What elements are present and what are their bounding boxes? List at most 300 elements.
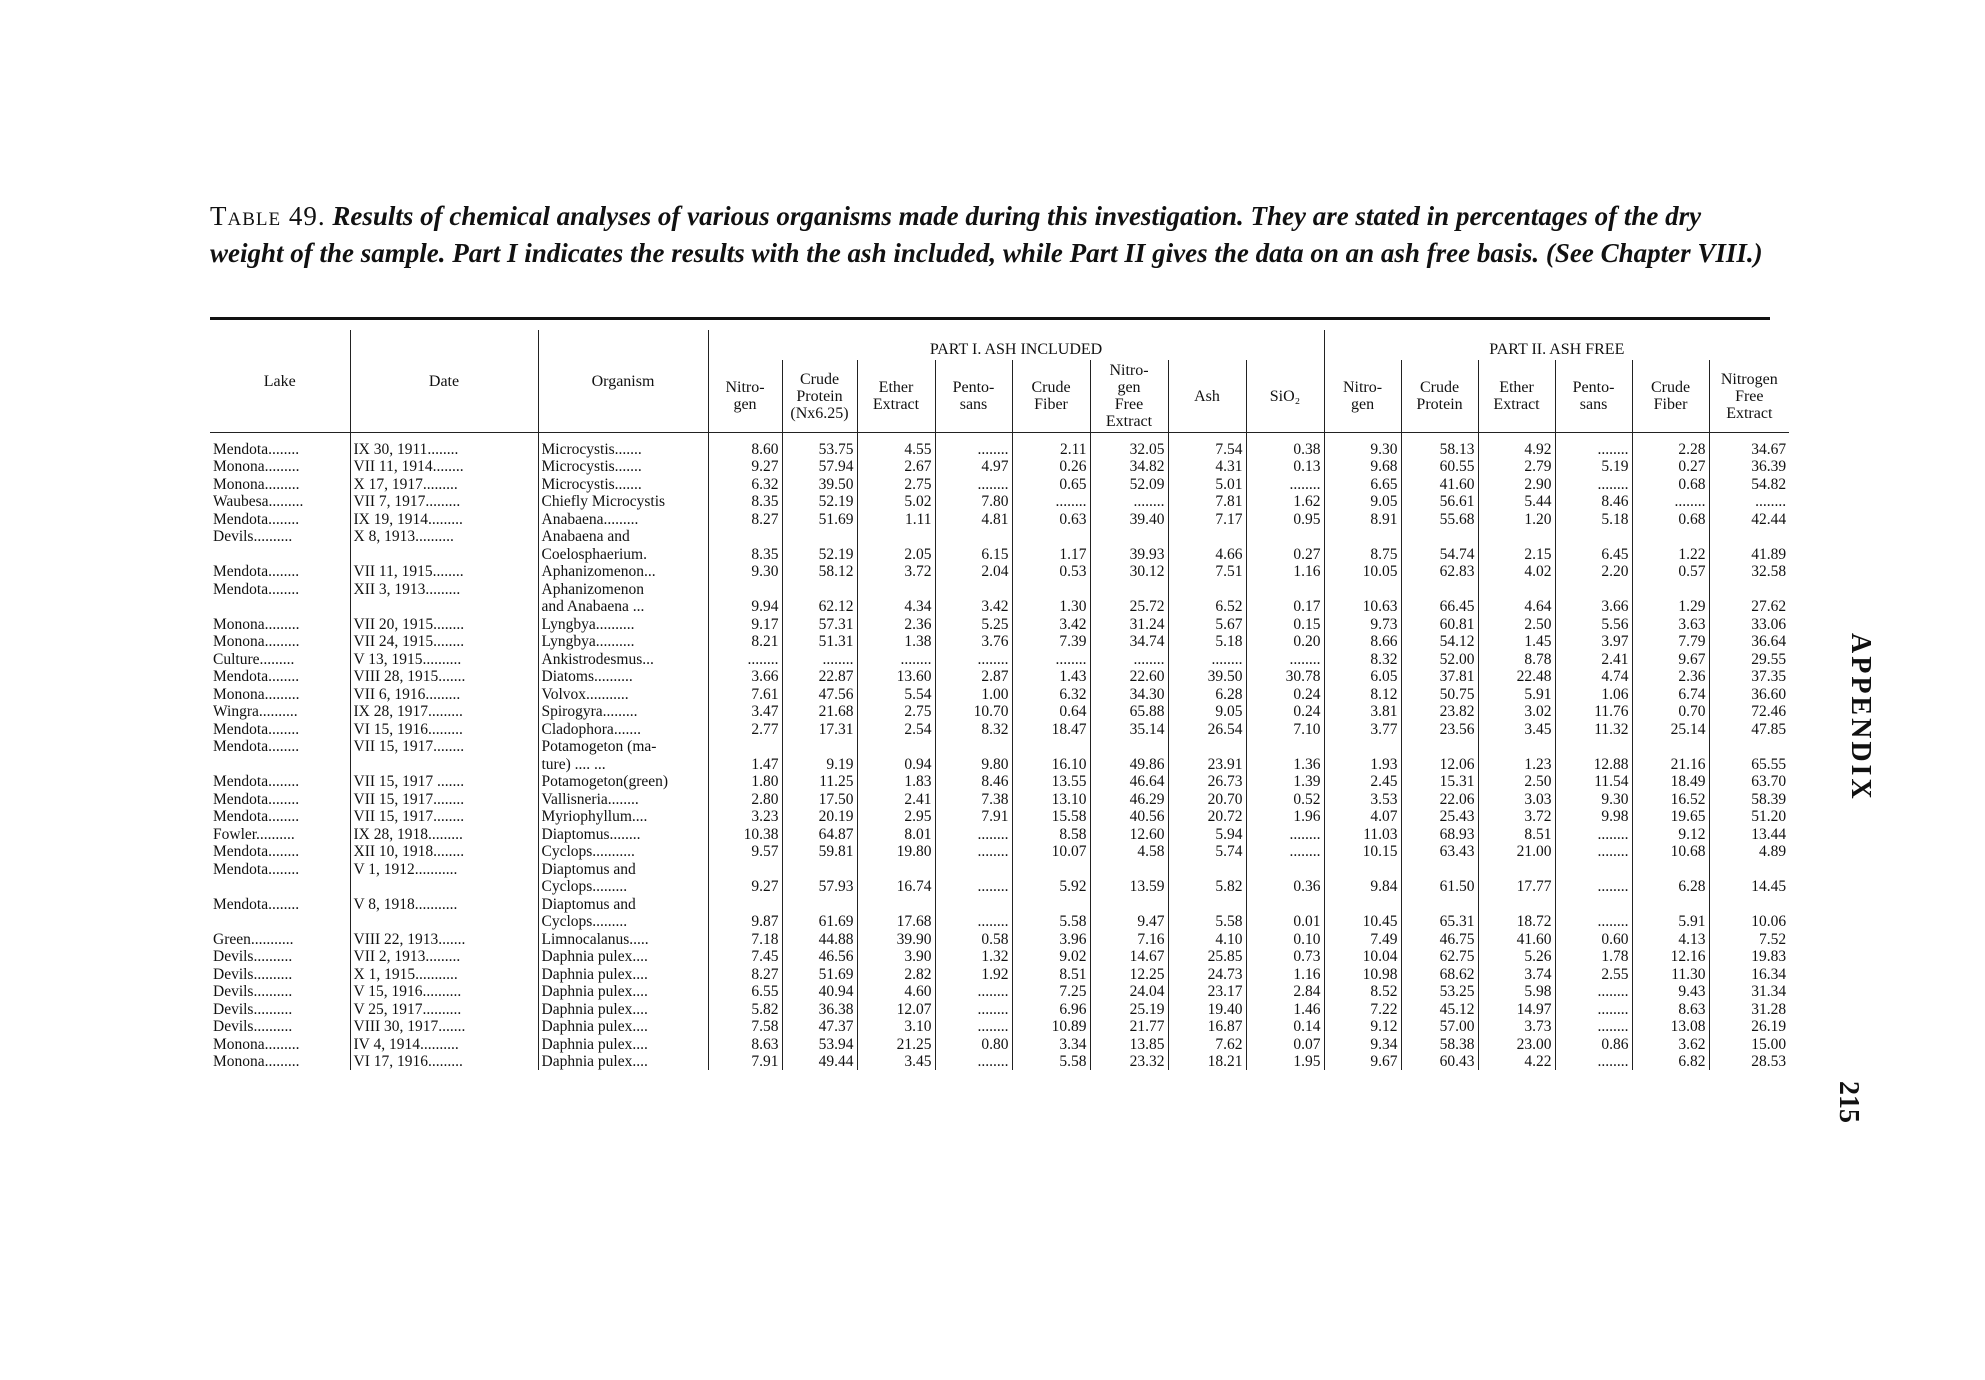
- table-cell: Anabaena and: [538, 528, 708, 546]
- table-cell: 62.12: [782, 598, 857, 616]
- table-cell: 0.14: [1246, 1018, 1324, 1036]
- table-cell: 68.93: [1401, 825, 1478, 843]
- table-cell: 1.32: [935, 948, 1012, 966]
- table-cell: 31.34: [1709, 983, 1789, 1001]
- table-cell: [1709, 738, 1789, 756]
- table-cell: [857, 860, 935, 878]
- table-cell: 1.06: [1555, 685, 1632, 703]
- col-lake: Lake: [210, 330, 350, 433]
- table-cell: 54.82: [1709, 475, 1789, 493]
- table-cell: 1.20: [1478, 510, 1555, 528]
- table-cell: 11.76: [1555, 703, 1632, 721]
- table-cell: Green...........: [213, 930, 294, 948]
- table-cell: 51.20: [1709, 808, 1789, 826]
- table-cell: ........: [1555, 983, 1632, 1001]
- table-cell: [935, 580, 1012, 598]
- table-cell: 5.54: [857, 685, 935, 703]
- table-cell: ........: [1012, 493, 1090, 511]
- col-p1-ether-extract: Ether Extract: [857, 360, 935, 433]
- table-cell: ........: [1555, 843, 1632, 861]
- table-row: [210, 895, 1789, 913]
- table-cell: 16.10: [1012, 755, 1090, 773]
- table-cell: 2.82: [857, 965, 935, 983]
- table-cell: 8.01: [857, 825, 935, 843]
- table-cell: 3.76: [935, 633, 1012, 651]
- table-cell: 51.31: [782, 633, 857, 651]
- table-cell: 7.51: [1168, 563, 1246, 581]
- table-cell: 8.21: [708, 633, 782, 651]
- table-cell: IX 28, 1918.........: [350, 825, 538, 843]
- table-cell: Monona.........: [213, 1035, 300, 1053]
- table-row: [210, 878, 1789, 896]
- table-cell: [1168, 895, 1246, 913]
- table-cell: 9.27: [708, 878, 782, 896]
- table-cell: 4.58: [1090, 843, 1168, 861]
- table-cell: 9.73: [1324, 615, 1401, 633]
- table-row: [210, 1035, 1789, 1053]
- table-cell: ........: [1709, 493, 1789, 511]
- table-cell: 11.03: [1324, 825, 1401, 843]
- table-cell: 8.27: [708, 965, 782, 983]
- table-cell: 6.82: [1632, 1053, 1709, 1071]
- table-cell: 2.55: [1555, 965, 1632, 983]
- table-cell: 54.12: [1401, 633, 1478, 651]
- table-cell: 15.58: [1012, 808, 1090, 826]
- table-cell: [935, 528, 1012, 546]
- table-cell: 4.81: [935, 510, 1012, 528]
- table-cell: [782, 860, 857, 878]
- table-cell: 9.30: [1555, 790, 1632, 808]
- table-cell: 4.89: [1709, 843, 1789, 861]
- table-cell: 2.50: [1478, 773, 1555, 791]
- table-cell: Aphanizomenon...: [538, 563, 708, 581]
- table-cell: 72.46: [1709, 703, 1789, 721]
- table-cell: [350, 545, 538, 563]
- table-cell: 8.27: [708, 510, 782, 528]
- table-cell: 5.44: [1478, 493, 1555, 511]
- table-cell: 1.17: [1012, 545, 1090, 563]
- table-cell: ........: [935, 843, 1012, 861]
- table-cell: 46.75: [1401, 930, 1478, 948]
- table-cell: 12.25: [1090, 965, 1168, 983]
- table-cell: 21.77: [1090, 1018, 1168, 1036]
- table-cell: [1168, 738, 1246, 756]
- table-cell: Diaptomus and: [538, 860, 708, 878]
- table-cell: 39.93: [1090, 545, 1168, 563]
- table-cell: 5.58: [1012, 913, 1090, 931]
- table-cell: 60.81: [1401, 615, 1478, 633]
- table-row: [210, 773, 1789, 791]
- table-cell: Cyclops.........: [538, 913, 708, 931]
- col-p2-crude-protein: Crude Protein: [1401, 360, 1478, 433]
- table-cell: 9.47: [1090, 913, 1168, 931]
- table-cell: 11.25: [782, 773, 857, 791]
- table-cell: ........: [1090, 650, 1168, 668]
- table-cell: [1632, 860, 1709, 878]
- table-cell: Daphnia pulex....: [538, 983, 708, 1001]
- table-row: [210, 755, 1789, 773]
- table-cell: 0.58: [935, 930, 1012, 948]
- table-cell: [1401, 738, 1478, 756]
- table-cell: VII 15, 1917........: [350, 738, 538, 756]
- table-cell: 1.11: [857, 510, 935, 528]
- table-cell: 8.12: [1324, 685, 1401, 703]
- table-cell: 2.41: [1555, 650, 1632, 668]
- table-cell: 7.81: [1168, 493, 1246, 511]
- table-cell: [210, 545, 350, 563]
- table-cell: 6.55: [708, 983, 782, 1001]
- table-cell: 17.50: [782, 790, 857, 808]
- table-cell: 58.39: [1709, 790, 1789, 808]
- table-cell: [1246, 580, 1324, 598]
- table-cell: ........: [1555, 440, 1632, 458]
- table-cell: ........: [708, 650, 782, 668]
- table-cell: 16.87: [1168, 1018, 1246, 1036]
- table-cell: Spirogyra.........: [538, 703, 708, 721]
- table-cell: ........: [1555, 913, 1632, 931]
- table-row: [210, 685, 1789, 703]
- table-cell: 23.82: [1401, 703, 1478, 721]
- table-cell: [782, 738, 857, 756]
- table-cell: 8.35: [708, 545, 782, 563]
- table-cell: Mendota........: [213, 440, 300, 458]
- page-number: 215: [1833, 1081, 1864, 1123]
- table-cell: 8.35: [708, 493, 782, 511]
- table-row: [210, 475, 1789, 493]
- table-cell: 52.00: [1401, 650, 1478, 668]
- table-cell: 4.07: [1324, 808, 1401, 826]
- col-p2-pentosans: Pento- sans: [1555, 360, 1632, 433]
- table-cell: [1401, 860, 1478, 878]
- table-cell: 26.54: [1168, 720, 1246, 738]
- table-cell: 51.69: [782, 965, 857, 983]
- table-cell: 15.00: [1709, 1035, 1789, 1053]
- table-row: [210, 965, 1789, 983]
- table-cell: 30.78: [1246, 668, 1324, 686]
- table-cell: 56.61: [1401, 493, 1478, 511]
- table-cell: 18.49: [1632, 773, 1709, 791]
- table-cell: 7.10: [1246, 720, 1324, 738]
- table-cell: 53.25: [1401, 983, 1478, 1001]
- table-cell: 34.30: [1090, 685, 1168, 703]
- table-cell: [857, 580, 935, 598]
- table-cell: 2.36: [1632, 668, 1709, 686]
- table-cell: 10.98: [1324, 965, 1401, 983]
- table-cell: [1478, 895, 1555, 913]
- table-cell: 1.96: [1246, 808, 1324, 826]
- table-cell: 10.89: [1012, 1018, 1090, 1036]
- table-cell: IX 30, 1911........: [350, 440, 538, 458]
- table-cell: Mendota........: [213, 790, 300, 808]
- table-cell: Cyclops.........: [538, 878, 708, 896]
- table-cell: 6.15: [935, 545, 1012, 563]
- table-cell: 7.52: [1709, 930, 1789, 948]
- table-cell: Monona.........: [213, 475, 300, 493]
- table-cell: 0.27: [1632, 458, 1709, 476]
- table-cell: Anabaena.........: [538, 510, 708, 528]
- table-cell: 62.83: [1401, 563, 1478, 581]
- table-cell: 4.10: [1168, 930, 1246, 948]
- table-cell: 36.39: [1709, 458, 1789, 476]
- table-cell: 40.94: [782, 983, 857, 1001]
- table-row: [210, 440, 1789, 458]
- table-cell: 57.31: [782, 615, 857, 633]
- table-cell: 3.97: [1555, 633, 1632, 651]
- table-cell: 22.87: [782, 668, 857, 686]
- table-cell: [1632, 528, 1709, 546]
- table-cell: 18.21: [1168, 1053, 1246, 1071]
- table-cell: ........: [935, 1018, 1012, 1036]
- table-cell: 7.22: [1324, 1000, 1401, 1018]
- table-cell: ture) .... ...: [538, 755, 708, 773]
- table-cell: Monona.........: [213, 685, 300, 703]
- table-cell: VII 7, 1917.........: [350, 493, 538, 511]
- table-cell: Limnocalanus.....: [538, 930, 708, 948]
- table-cell: ........: [935, 878, 1012, 896]
- table-cell: [1478, 580, 1555, 598]
- table-cell: 36.60: [1709, 685, 1789, 703]
- table-cell: ........: [1555, 1018, 1632, 1036]
- table-cell: Microcystis.......: [538, 475, 708, 493]
- table-cell: 18.72: [1478, 913, 1555, 931]
- table-cell: 2.90: [1478, 475, 1555, 493]
- table-cell: 41.60: [1401, 475, 1478, 493]
- table-cell: VII 11, 1914........: [350, 458, 538, 476]
- table-cell: 1.93: [1324, 755, 1401, 773]
- table-cell: 16.74: [857, 878, 935, 896]
- table-cell: Mendota........: [213, 563, 300, 580]
- table-cell: 65.55: [1709, 755, 1789, 773]
- table-cell: 39.50: [782, 475, 857, 493]
- col-p1-pentosans: Pento- sans: [935, 360, 1012, 433]
- table-cell: Devils..........: [213, 983, 293, 1000]
- table-row: [210, 650, 1789, 668]
- table-cell: 0.52: [1246, 790, 1324, 808]
- table-cell: 0.01: [1246, 913, 1324, 931]
- table-cell: VII 15, 1917 .......: [350, 773, 538, 791]
- table-cell: Devils..........: [213, 948, 293, 965]
- table-cell: 0.17: [1246, 598, 1324, 616]
- table-cell: 9.34: [1324, 1035, 1401, 1053]
- table-cell: VI 15, 1916.........: [350, 720, 538, 738]
- table-cell: 7.25: [1012, 983, 1090, 1001]
- table-cell: 23.91: [1168, 755, 1246, 773]
- table-cell: 20.72: [1168, 808, 1246, 826]
- table-cell: 5.67: [1168, 615, 1246, 633]
- table-cell: 2.11: [1012, 440, 1090, 458]
- table-cell: 45.12: [1401, 1000, 1478, 1018]
- table-cell: 63.43: [1401, 843, 1478, 861]
- table-cell: [1478, 738, 1555, 756]
- col-p2-nitrogen-free-extract: Nitrogen Free Extract: [1709, 360, 1789, 433]
- table-cell: 58.13: [1401, 440, 1478, 458]
- table-cell: ........: [1555, 1000, 1632, 1018]
- table-cell: 11.54: [1555, 773, 1632, 791]
- table-cell: 35.14: [1090, 720, 1168, 738]
- table-cell: 1.43: [1012, 668, 1090, 686]
- table-cell: 11.30: [1632, 965, 1709, 983]
- table-row: [210, 703, 1789, 721]
- table-cell: V 13, 1915..........: [350, 650, 538, 668]
- table-cell: 7.54: [1168, 440, 1246, 458]
- table-cell: Microcystis.......: [538, 458, 708, 476]
- table-cell: [1709, 895, 1789, 913]
- table-cell: 2.77: [708, 720, 782, 738]
- table-cell: 8.51: [1012, 965, 1090, 983]
- table-cell: 41.60: [1478, 930, 1555, 948]
- table-cell: 9.12: [1324, 1018, 1401, 1036]
- table-cell: 1.36: [1246, 755, 1324, 773]
- table-cell: 60.55: [1401, 458, 1478, 476]
- table-cell: [210, 755, 350, 773]
- table-cell: [1246, 738, 1324, 756]
- table-cell: Mendota........: [213, 738, 300, 755]
- table-cell: IX 28, 1917.........: [350, 703, 538, 721]
- table-cell: Mendota........: [213, 895, 300, 913]
- table-cell: IX 19, 1914.........: [350, 510, 538, 528]
- table-cell: 3.23: [708, 808, 782, 826]
- table-cell: 7.45: [708, 948, 782, 966]
- table-cell: ........: [935, 650, 1012, 668]
- table-cell: 27.62: [1709, 598, 1789, 616]
- table-cell: Potamogeton (ma-: [538, 738, 708, 756]
- table-cell: 5.02: [857, 493, 935, 511]
- table-cell: 1.46: [1246, 1000, 1324, 1018]
- table-cell: 34.74: [1090, 633, 1168, 651]
- table-cell: 5.82: [708, 1000, 782, 1018]
- table-row: [210, 563, 1789, 581]
- table-cell: Devils..........: [213, 965, 293, 983]
- table-cell: Mendota........: [213, 510, 300, 528]
- table-row: [210, 948, 1789, 966]
- table-cell: Daphnia pulex....: [538, 1000, 708, 1018]
- table-cell: 1.16: [1246, 965, 1324, 983]
- table-cell: [350, 598, 538, 616]
- table-cell: [210, 913, 350, 931]
- table-cell: 3.77: [1324, 720, 1401, 738]
- table-cell: 4.13: [1632, 930, 1709, 948]
- table-cell: V 1, 1912...........: [350, 860, 538, 878]
- table-cell: [1090, 528, 1168, 546]
- table-cell: 37.81: [1401, 668, 1478, 686]
- table-cell: 1.83: [857, 773, 935, 791]
- table-cell: 3.45: [857, 1053, 935, 1071]
- table-cell: 8.63: [708, 1035, 782, 1053]
- table-cell: Lyngbya..........: [538, 633, 708, 651]
- table-cell: Vallisneria........: [538, 790, 708, 808]
- table-cell: 10.04: [1324, 948, 1401, 966]
- table-cell: ........: [935, 1053, 1012, 1071]
- table-cell: 9.05: [1168, 703, 1246, 721]
- analysis-table: [210, 330, 1789, 1070]
- table-cell: [1246, 528, 1324, 546]
- table-cell: 17.77: [1478, 878, 1555, 896]
- col-date: Date: [350, 330, 538, 433]
- table-cell: [1709, 580, 1789, 598]
- table-cell: 64.87: [782, 825, 857, 843]
- table-cell: X 8, 1913..........: [350, 528, 538, 546]
- table-cell: 3.66: [1555, 598, 1632, 616]
- table-cell: ........: [935, 825, 1012, 843]
- table-cell: Daphnia pulex....: [538, 1035, 708, 1053]
- table-cell: ........: [935, 913, 1012, 931]
- table-cell: 19.83: [1709, 948, 1789, 966]
- table-cell: Monona.........: [213, 458, 300, 475]
- table-cell: Aphanizomenon: [538, 580, 708, 598]
- table-cell: 2.67: [857, 458, 935, 476]
- table-cell: 5.91: [1478, 685, 1555, 703]
- table-cell: VIII 28, 1915.......: [350, 668, 538, 686]
- table-row: [210, 668, 1789, 686]
- table-cell: 6.74: [1632, 685, 1709, 703]
- table-cell: Lyngbya..........: [538, 615, 708, 633]
- table-cell: 3.90: [857, 948, 935, 966]
- table-cell: 51.69: [782, 510, 857, 528]
- table-cell: 12.88: [1555, 755, 1632, 773]
- table-row: [210, 598, 1789, 616]
- col-p1-nitrogen-free-extract: Nitro- gen Free Extract: [1090, 360, 1168, 433]
- table-cell: 3.66: [708, 668, 782, 686]
- table-cell: 36.38: [782, 1000, 857, 1018]
- table-cell: 4.31: [1168, 458, 1246, 476]
- table-cell: 7.79: [1632, 633, 1709, 651]
- table-row: [210, 493, 1789, 511]
- table-cell: 0.10: [1246, 930, 1324, 948]
- table-cell: 0.53: [1012, 563, 1090, 581]
- table-row: [210, 545, 1789, 563]
- table-cell: Devils..........: [213, 1000, 293, 1018]
- table-cell: Cladophora.......: [538, 720, 708, 738]
- table-cell: 65.88: [1090, 703, 1168, 721]
- table-cell: 2.20: [1555, 563, 1632, 581]
- table-cell: 16.52: [1632, 790, 1709, 808]
- table-cell: 46.64: [1090, 773, 1168, 791]
- table-cell: 25.72: [1090, 598, 1168, 616]
- table-cell: 1.92: [935, 965, 1012, 983]
- table-cell: 52.09: [1090, 475, 1168, 493]
- table-cell: 3.34: [1012, 1035, 1090, 1053]
- table-cell: ........: [1012, 650, 1090, 668]
- col-p1-nitrogen: Nitro- gen: [708, 360, 782, 433]
- table-cell: Culture.........: [213, 650, 295, 668]
- table-cell: ........: [1246, 825, 1324, 843]
- table-cell: 3.42: [1012, 615, 1090, 633]
- table-cell: 0.64: [1012, 703, 1090, 721]
- table-cell: VII 15, 1917........: [350, 808, 538, 826]
- table-cell: 9.05: [1324, 493, 1401, 511]
- table-cell: 25.85: [1168, 948, 1246, 966]
- table-cell: 3.62: [1632, 1035, 1709, 1053]
- table-cell: 9.57: [708, 843, 782, 861]
- table-cell: 57.94: [782, 458, 857, 476]
- table-cell: 24.73: [1168, 965, 1246, 983]
- table-cell: 23.17: [1168, 983, 1246, 1001]
- table-cell: [857, 528, 935, 546]
- table-cell: ........: [935, 440, 1012, 458]
- table-cell: 23.32: [1090, 1053, 1168, 1071]
- table-cell: 57.93: [782, 878, 857, 896]
- table-cell: ........: [1555, 475, 1632, 493]
- table-cell: 3.73: [1478, 1018, 1555, 1036]
- part1-heading: PART I. ASH INCLUDED: [708, 330, 1324, 360]
- table-cell: Cyclops...........: [538, 843, 708, 861]
- table-cell: [1012, 860, 1090, 878]
- table-cell: [1246, 895, 1324, 913]
- table-cell: 5.18: [1555, 510, 1632, 528]
- table-cell: 23.00: [1478, 1035, 1555, 1053]
- table-cell: 2.95: [857, 808, 935, 826]
- table-cell: 42.44: [1709, 510, 1789, 528]
